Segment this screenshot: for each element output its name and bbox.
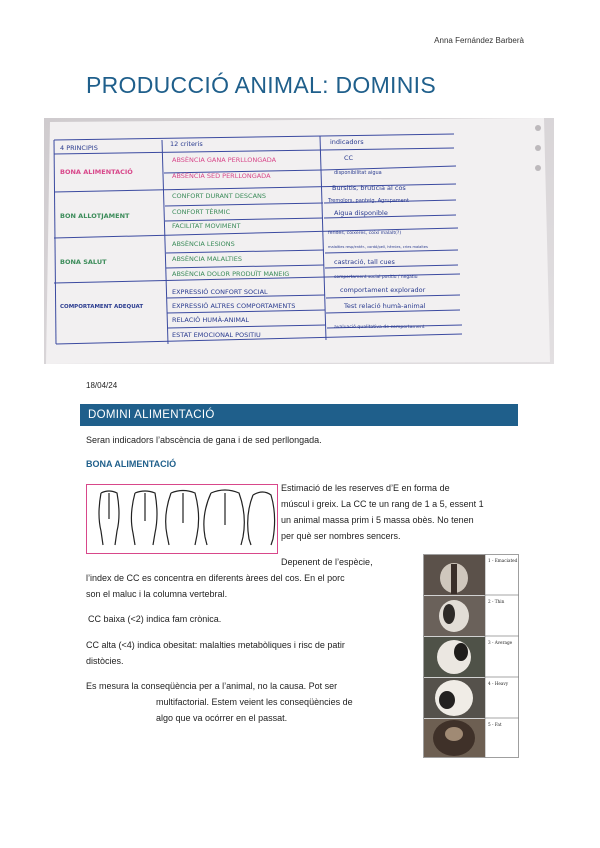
text-line: múscul i greix. La CC te un rang de 1 a 5, essent 1 bbox=[281, 499, 484, 509]
notes-principle: BONA SALUT bbox=[60, 258, 107, 266]
text-line: algo que va ocórrer en el passat. bbox=[156, 713, 288, 723]
paragraph-species bbox=[86, 570, 416, 602]
cc-scale-label: 3 - Average bbox=[488, 640, 513, 645]
notes-indicator: castració, tall cues bbox=[334, 258, 395, 266]
text-line: distòcies. bbox=[86, 656, 124, 666]
notes-criterion: EXPRESSIÓ ALTRES COMPORTAMENTS bbox=[172, 302, 296, 310]
notes-criterion: CONFORT TÈRMIC bbox=[172, 208, 231, 216]
intro-text: Seran indicadors l’abscència de gana i de sed perllongada. bbox=[86, 435, 322, 445]
notes-indicator: Tremolors, panteig, Agrupament bbox=[328, 198, 409, 204]
text-line: un animal massa prim i 5 massa obès. No tenen bbox=[281, 515, 474, 525]
cc-scale-label: 5 - Fat bbox=[488, 722, 502, 727]
paragraph-species-start: Depenent de l’espècie, bbox=[281, 557, 373, 567]
notes-indicator: Test relació humà-animal bbox=[344, 302, 426, 310]
notes-criterion: ESTAT EMOCIONAL POSITIU bbox=[172, 331, 261, 339]
text-line: Estimació de les reserves d’E en forma de bbox=[281, 483, 450, 493]
paragraph-consequence bbox=[86, 678, 416, 726]
cc-scale-label: 4 - Heavy bbox=[488, 681, 509, 686]
notes-criterion: RELACIÓ HUMÀ-ANIMAL bbox=[172, 316, 250, 324]
body-condition-diagram bbox=[86, 484, 278, 554]
text-line: multifactorial. Estem veient les conseqüències de bbox=[156, 697, 353, 707]
notes-indicator: avaluació qualitativa de comportament bbox=[334, 325, 425, 330]
notes-indicator: comportament social positiu / negatiu bbox=[334, 275, 418, 280]
notes-header-indicators: indicadors bbox=[330, 138, 364, 146]
notes-indicator: ferides, coixeres, coixí malalt(?) bbox=[328, 231, 402, 236]
paragraph-high-cc bbox=[86, 637, 416, 669]
notes-principle: COMPORTAMENT ADEQUAT bbox=[60, 304, 144, 310]
notes-header-criteria: 12 criteris bbox=[170, 140, 203, 148]
section-title-bar bbox=[80, 404, 518, 426]
subheading: BONA ALIMENTACIÓ bbox=[86, 459, 177, 469]
notes-criterion: EXPRESSIÓ CONFORT SOCIAL bbox=[172, 288, 268, 296]
text-line: CC alta (<4) indica obesitat: malalties metabòliques i risc de patir bbox=[86, 640, 345, 650]
handwritten-notes-photo bbox=[44, 118, 554, 364]
text-line: Es mesura la conseqüència per a l’animal, no la causa. Pot ser bbox=[86, 681, 338, 691]
text-line: son el maluc i la columna vertebral. bbox=[86, 589, 228, 599]
section-title: DOMINI ALIMENTACIÓ bbox=[88, 409, 215, 421]
text-line: l’index de CC es concentra en diferents àrees del cos. En el porc bbox=[86, 573, 345, 583]
notes-indicator: malalties resp/entèr., cordó/pell, hèrnies, cries malaltes bbox=[328, 245, 428, 249]
notes-indicator: disponibilitat aigua bbox=[334, 170, 382, 176]
notes-criterion: ABSÈNCIA DOLOR PRODUÏT MANEIG bbox=[172, 270, 290, 278]
notes-indicator: Bursitis, bruticia al cos bbox=[332, 184, 406, 192]
author-name: Anna Fernández Barberà bbox=[434, 36, 524, 45]
cc-scale-label: 2 - Thin bbox=[488, 599, 505, 604]
page-title: PRODUCCIÓ ANIMAL: DOMINIS bbox=[86, 72, 436, 98]
notes-principle: BONA ALIMENTACIÓ bbox=[60, 168, 133, 176]
notes-header-principles: 4 PRINCIPIS bbox=[60, 144, 98, 152]
notes-indicator: Aigua disponible bbox=[334, 209, 388, 217]
notes-criterion: FACILITAT MOVIMENT bbox=[172, 222, 241, 230]
notes-criterion: ABSÈNCIA LESIONS bbox=[172, 240, 235, 248]
notes-indicator: CC bbox=[344, 154, 354, 162]
notes-criterion: CONFORT DURANT DESCANS bbox=[172, 192, 267, 200]
paragraph-cc-definition bbox=[281, 480, 521, 544]
cc-scale-table bbox=[423, 554, 519, 758]
notes-indicator: comportament explorador bbox=[340, 286, 426, 294]
notes-criterion: ABSÈNCIA MALALTIES bbox=[172, 255, 242, 263]
cc-scale-label: 1 - Emaciated bbox=[488, 558, 518, 563]
text-line: per què ser nombres sencers. bbox=[281, 531, 401, 541]
date: 18/04/24 bbox=[86, 381, 118, 390]
notes-criterion: ABSÈNCIA SED PERLLONGADA bbox=[172, 172, 271, 180]
notes-principle: BON ALLOTJAMENT bbox=[60, 212, 130, 220]
paragraph-low-cc: CC baixa (<2) indica fam crònica. bbox=[88, 614, 222, 624]
notes-criterion: ABSÈNCIA GANA PERLLONGADA bbox=[172, 156, 277, 164]
